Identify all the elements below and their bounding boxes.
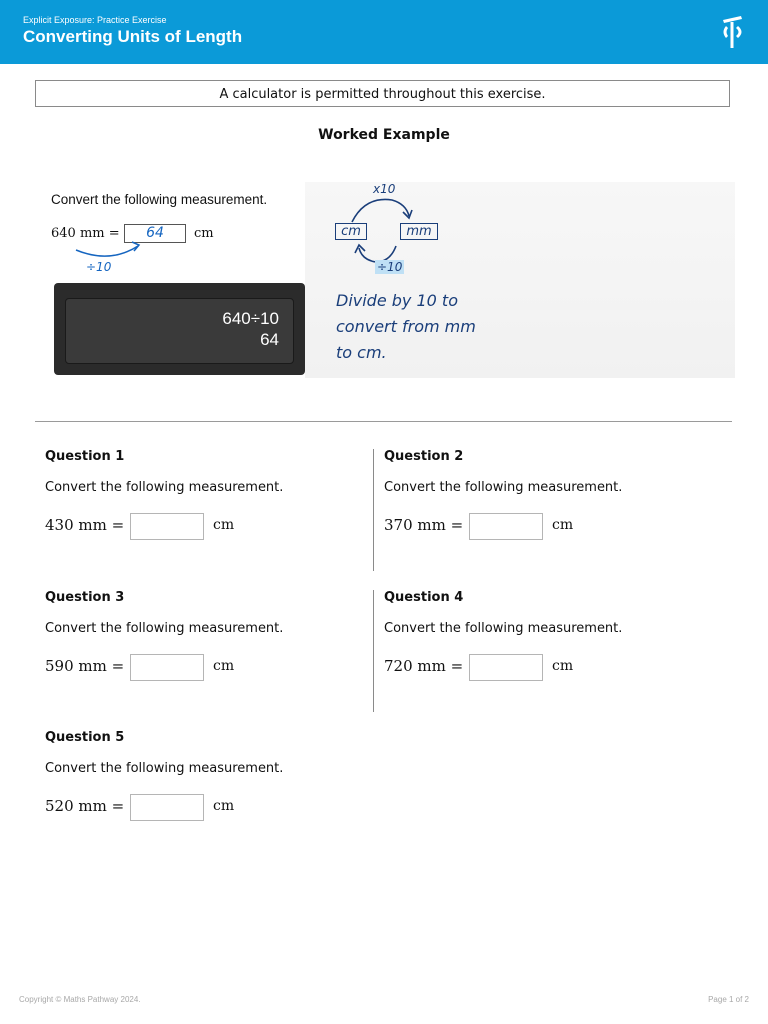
calculator-result: 64 [260,330,279,349]
question-equation: 430 mm = [45,516,125,534]
worked-example-unit: cm [194,226,214,241]
section-divider [35,421,732,422]
answer-input[interactable] [130,513,204,540]
answer-input[interactable] [469,654,543,681]
diagram-cm-box: cm [335,223,367,240]
question-equation: 370 mm = [384,516,464,534]
footer-page-number: Page 1 of 2 [708,995,749,1004]
question-text: Convert the following measurement. [45,480,284,495]
calculator-display [54,283,305,375]
answer-input[interactable] [469,513,543,540]
handwritten-note: Divide by 10 to convert from mm to cm. [336,291,476,362]
question-unit: cm [552,658,574,674]
header-title: Converting Units of Length [23,27,243,46]
question-equation: 520 mm = [45,797,125,815]
worked-example-heading: Worked Example [318,127,450,143]
calculator-expression: 640÷10 [222,309,279,328]
column-divider [373,590,374,712]
question-title: Question 1 [45,449,125,464]
diagram-multiply-label: x10 [373,182,396,196]
question-text: Convert the following measurement. [384,621,623,636]
diagram-divide-label: ÷10 [377,260,403,274]
question-title: Question 4 [384,590,464,605]
page-header [0,0,768,64]
worked-example-equation: 640 mm = [51,226,120,241]
question-text: Convert the following measurement. [384,480,623,495]
worked-example-instruction: Convert the following measurement. [51,192,268,207]
question-unit: cm [213,517,235,533]
question-title: Question 2 [384,449,464,464]
answer-input[interactable] [130,654,204,681]
question-equation: 720 mm = [384,657,464,675]
column-divider [373,449,374,571]
header-subtitle: Explicit Exposure: Practice Exercise [23,15,167,25]
question-title: Question 3 [45,590,125,605]
footer-copyright: Copyright © Maths Pathway 2024. [19,995,141,1004]
worked-example-divide-label: ÷10 [86,260,112,274]
diagram-mm-box: mm [400,223,438,240]
question-unit: cm [213,658,235,674]
question-title: Question 5 [45,730,125,745]
question-text: Convert the following measurement. [45,621,284,636]
maths-pathway-logo-icon [719,14,747,50]
worked-example [50,182,735,378]
question-unit: cm [552,517,574,533]
question-equation: 590 mm = [45,657,125,675]
calculator-screen [65,298,294,364]
calculator-permitted-note: A calculator is permitted throughout this exercise. [35,80,730,107]
worked-example-answer-box: 64 [124,224,186,243]
question-text: Convert the following measurement. [45,761,284,776]
question-unit: cm [213,798,235,814]
answer-input[interactable] [130,794,204,821]
